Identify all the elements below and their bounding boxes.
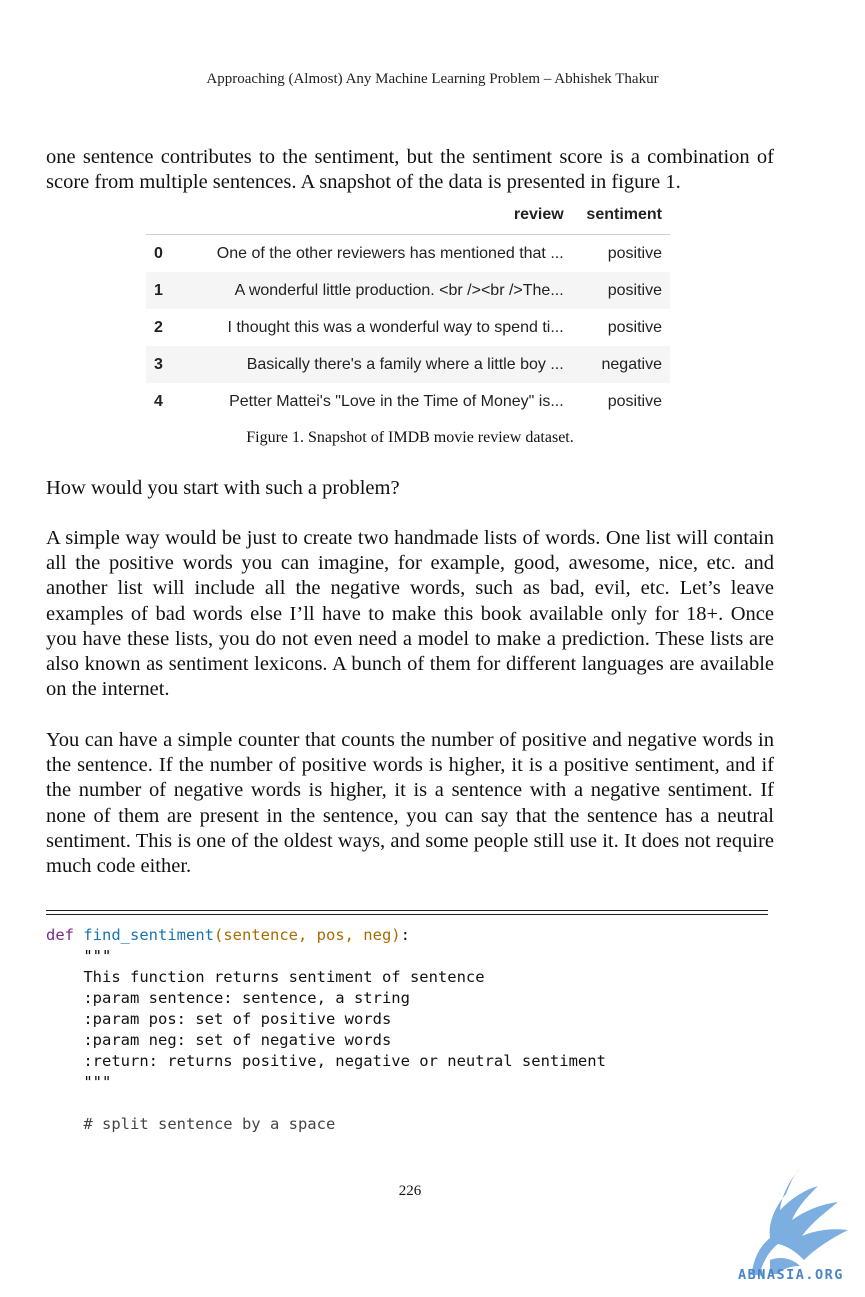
docstring-line: """ — [46, 947, 112, 965]
figure-caption: Figure 1. Snapshot of IMDB movie review dataset. — [246, 429, 574, 446]
table-row — [146, 309, 670, 346]
index-header — [146, 196, 182, 235]
sentiment-cell: positive — [607, 244, 662, 262]
code-separator-rule — [46, 910, 768, 915]
function-params: (sentence, pos, neg) — [214, 926, 401, 944]
def-colon: : — [400, 926, 410, 944]
review-cell: Basically there's a family where a little boy ... — [182, 346, 572, 383]
docstring-line: :return: returns positive, negative or neutral sentiment — [46, 1052, 606, 1070]
row-index: 4 — [154, 392, 163, 410]
table-row — [146, 235, 670, 273]
keyword-def: def — [46, 926, 74, 944]
row-index: 0 — [154, 244, 163, 262]
lexicon-paragraph: A simple way would be just to create two handmade lists of words. One list will contain all the positive words you can imagine, for example, good, awesome, nice, etc. and another list will include all the negative words, such as bad, evil, etc. Let’s leave examples of bad words else I’ll have to make this book available only for 18+. Once you have these lists, you do not even need a model to make a prediction. These lists are also known as sentiment lexicons. A bunch of them for different languages are available on the internet. — [46, 527, 774, 701]
docstring-line: :param neg: set of negative words — [46, 1031, 392, 1049]
docstring-line: :param pos: set of positive words — [46, 1010, 392, 1028]
watermark-text: ABNASIA.ORG — [738, 1267, 844, 1283]
row-index: 1 — [146, 272, 182, 309]
sentiment-cell: negative — [572, 346, 670, 383]
review-cell: Petter Mattei's "Love in the Time of Money" is... — [229, 392, 564, 410]
review-cell: I thought this was a wonderful way to spend ti... — [227, 318, 564, 336]
docstring-line: This function returns sentiment of sentence — [46, 968, 485, 986]
sentiment-column-header: sentiment — [572, 196, 670, 235]
sentiment-cell: positive — [607, 318, 662, 336]
review-cell: One of the other reviewers has mentioned that ... — [216, 244, 564, 262]
sentiment-cell: positive — [607, 392, 662, 410]
code-block — [46, 925, 606, 1135]
question-paragraph: How would you start with such a problem? — [46, 477, 400, 499]
dataset-snapshot-table — [146, 196, 670, 420]
sentiment-cell: positive — [572, 272, 670, 309]
docstring-line: """ — [46, 1073, 112, 1091]
intro-paragraph: one sentence contributes to the sentiment, but the sentiment score is a combination of score from multiple sentences. A snapshot of the data is presented in figure 1. — [46, 146, 774, 194]
table-row — [146, 383, 670, 420]
page-number: 226 — [398, 1183, 422, 1199]
review-column-header: review — [182, 196, 572, 235]
running-header: Approaching (Almost) Any Machine Learning Problem – Abhishek Thakur — [206, 71, 659, 87]
row-index: 2 — [154, 318, 163, 336]
review-cell: A wonderful little production. <br /><br />The... — [182, 272, 572, 309]
table-row — [146, 346, 670, 383]
table-header-row — [146, 196, 670, 235]
row-index: 3 — [146, 346, 182, 383]
code-comment: # split sentence by a space — [46, 1115, 336, 1133]
counter-paragraph: You can have a simple counter that counts the number of positive and negative words in the sentence. If the number of positive words is higher, it is a positive sentiment, and if the number of negative words is higher, it is a sentence with a negative sentiment. If none of them are present in the sentence, you can say that the sentence has a neutral sentiment. This is one of the oldest ways, and some people still use it. It does not require much code either. — [46, 729, 774, 878]
docstring-line: :param sentence: sentence, a string — [46, 989, 410, 1007]
function-name: find_sentiment — [83, 926, 214, 944]
table-row — [146, 272, 670, 309]
